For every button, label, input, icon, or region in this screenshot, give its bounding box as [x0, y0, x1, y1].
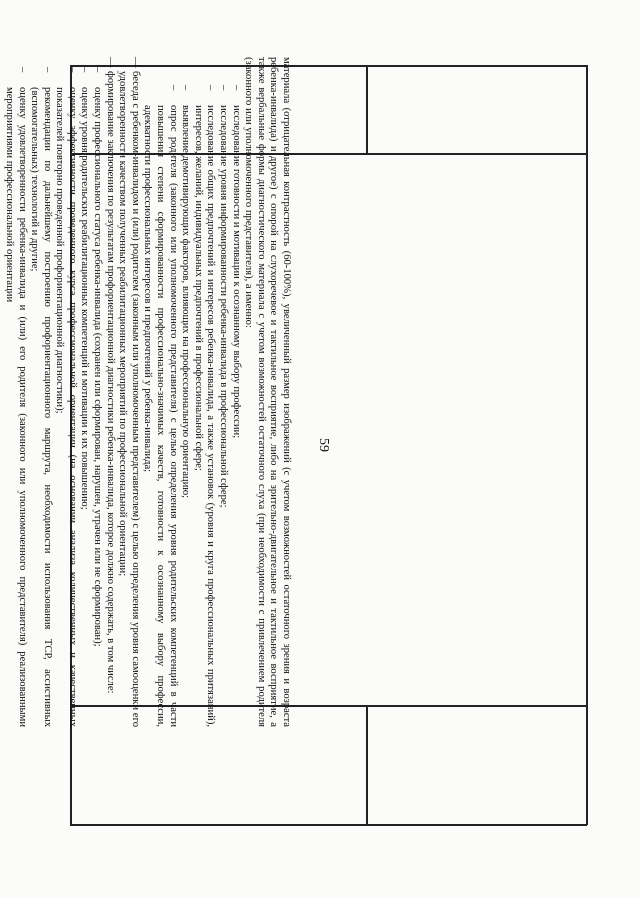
list-item: [141, 57, 179, 727]
long-dash-marker: —: [104, 57, 116, 68]
list-item-text: исследование общих предпочтений и интересов ребенка-инвалида, а также установок (уровня и круга профессиональных притязаний), интересов, желаний, индивидуальных предпочтений в профессиональной сфере;: [192, 105, 217, 727]
dash-marker: –: [230, 85, 242, 91]
list-item: [179, 57, 192, 727]
cell-divider: [366, 705, 368, 825]
page-number: 59: [316, 438, 331, 452]
long-dash-marker: —: [129, 57, 141, 68]
list-item-text: исследование уровня информированности ребенка-инвалида в профессиональной сфере;: [218, 105, 230, 508]
cell-divider: [366, 65, 368, 153]
dash-marker: –: [218, 85, 230, 91]
dash-marker: –: [41, 67, 53, 73]
paragraph-text: формирование заключения по результатам профориентационной диагностики ребенка-инвалида, которое должно содержать, в том числе:: [104, 71, 116, 694]
dash-marker: –: [180, 85, 192, 91]
table-border: [70, 824, 587, 826]
dash-marker: –: [16, 67, 28, 73]
list-item-text: оценку профессионального статуса ребенка-инвалида (сохранен или сформирован, нарушен, утрачен или не сформирован);: [92, 87, 104, 647]
dash-marker: –: [66, 67, 78, 73]
list-item-text: оценку эффективности проведенного курса профессиональной ориентации (на основании анализа количественных и качественных показателей повторно проведенной профориентационной диагностики);: [54, 87, 78, 727]
list-item-text: оценку удовлетворенности ребенка-инвалида и (или) его родителя (законного или уполномоченного представителя) реализованными мероприятиями профессиональной ориентации: [3, 87, 28, 727]
list-item-text: исследование готовности и мотивации к осознанному выбору профессии;: [230, 105, 242, 439]
paragraph-intro: материала (отрицательная контрастность (60-100%), увеличенный размер изображений (с учетом возможностей остаточного зрения и возраста ребенка-инвалида) и другое) с опорой на слухоречевое и тактильное восприятие, либо на зрительно-двигательное и тактильное восприятие, а также вербальные формы диагностического материала с учетом возможностей остаточного слуха (при необходимости с привлечением родителя (законного или уполномоченного представителя), а именно:: [243, 57, 292, 727]
list-item: [28, 57, 53, 727]
dash-marker: –: [167, 85, 179, 91]
list-item: [53, 57, 78, 727]
list-item: [78, 57, 91, 727]
paragraph-zakl: [103, 57, 116, 727]
table-border: [586, 65, 588, 825]
list-item-text: опрос родителя (законного или уполномоченного представителя) с целью определения уровня родительских компетенций в части повышения степени сформированности профессионально-значимых качеств, готовности к осознанному выбору профессии, адекватности профессиональных интересов и предпочтений у ребенка-инвалида;: [142, 105, 179, 727]
paragraph-text: беседа с ребенком-инвалидом и (или) родителем (законным или уполномоченным представителем) с целью определения уровня самооценки его удовлетворенности качеством полученных реабилитационных мероприятий по профессиональной ориентации;: [117, 71, 141, 727]
list-item-text: выявление демотивирующих факторов, влияющих на профессиональную ориентацию;: [180, 105, 192, 499]
dash-marker: –: [79, 67, 91, 73]
list-item: [91, 57, 104, 727]
list-item-text: рекомендации по дальнейшему построению профориентационного маршрута, необходимости использования ТСР, ассистивных (вспомогательных) технологий и другие;: [29, 87, 53, 727]
list-item: [229, 57, 242, 727]
dash-marker: –: [205, 85, 217, 91]
list-item: [191, 57, 216, 727]
list-item: [2, 57, 27, 727]
dash-marker: –: [92, 67, 104, 73]
table-cell-text: [3, 57, 292, 727]
list-item: [216, 57, 229, 727]
list-item-text: оценку уровня родительских реабилитационных компетенций и мотивации к их повышению;: [79, 87, 91, 510]
paragraph-beseda: [116, 57, 141, 727]
